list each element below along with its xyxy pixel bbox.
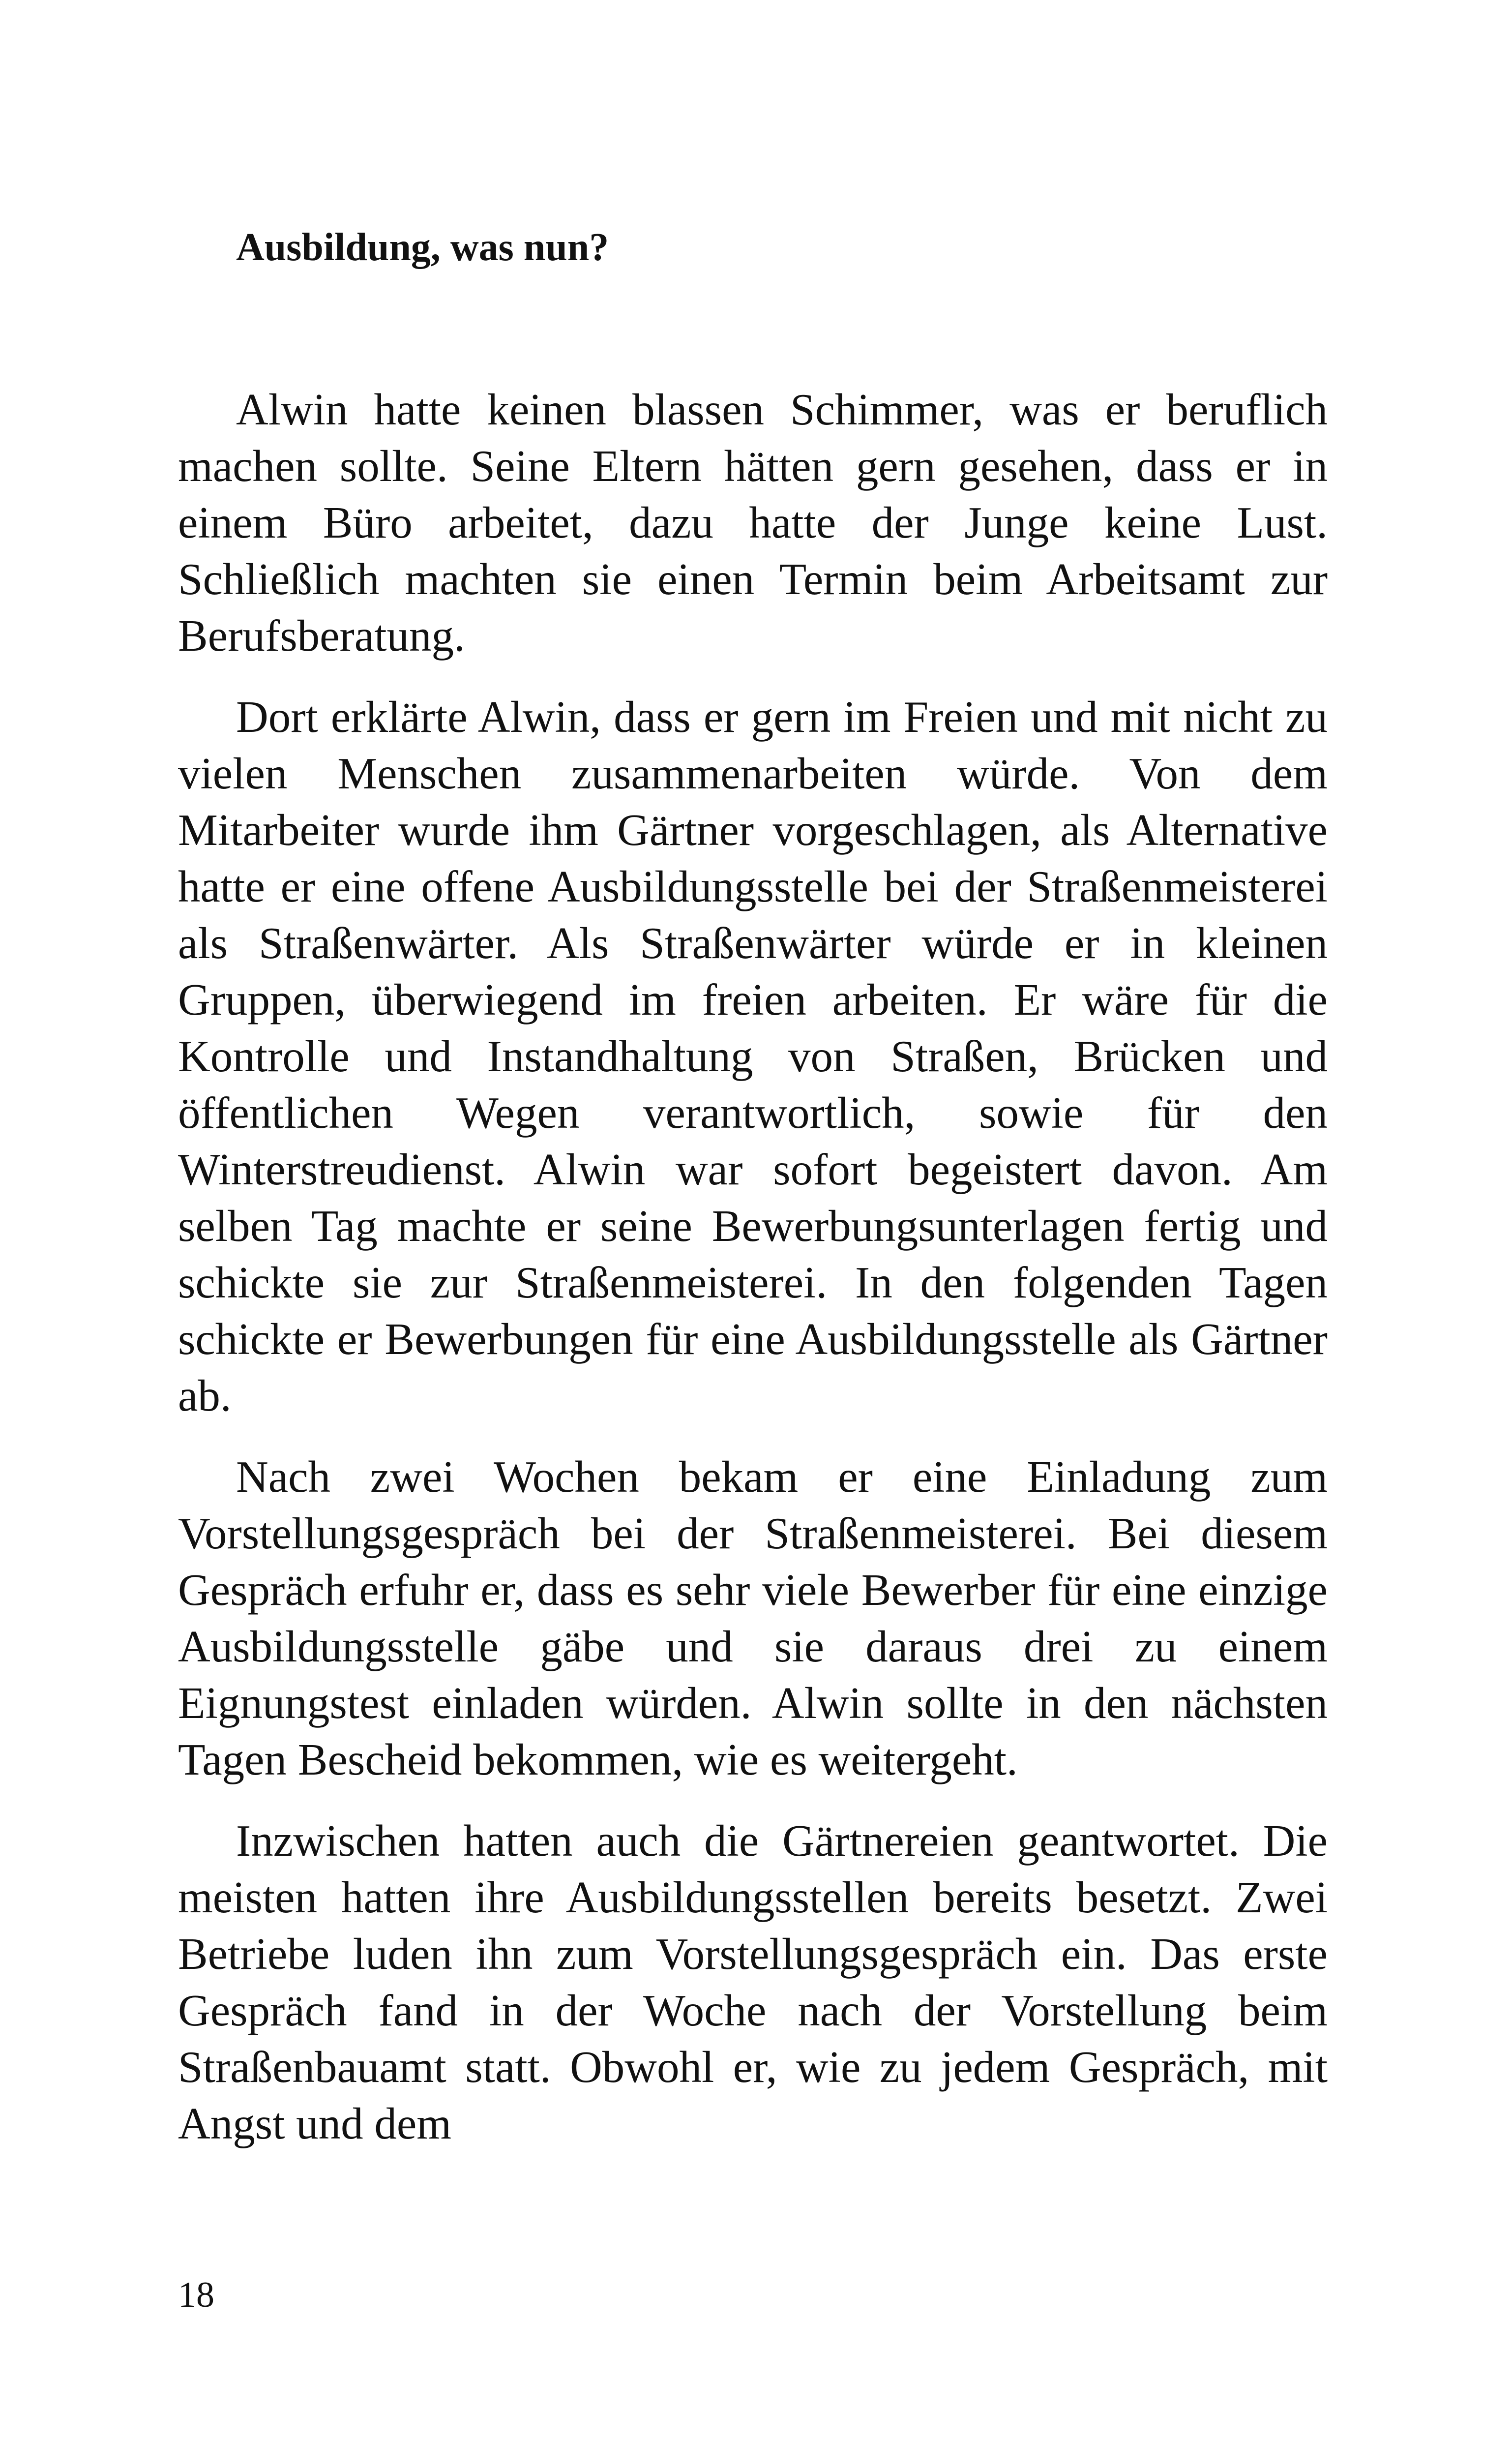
body-text [178,381,1328,2152]
paragraph-3: Nach zwei Wochen bekam er eine Einladung zum Vorstellungsgespräch bei der Straßenmeisterei. Bei diesem Gespräch erfuhr er, dass es sehr viele Bewerber für eine einzige Ausbildungsstelle gäbe und sie daraus drei zu einem Eignungstest einladen würden. Alwin sollte in den nächsten Tagen Bescheid bekommen, wie es weitergeht. [178,1452,1328,1784]
paragraph-2: Dort erklärte Alwin, dass er gern im Freien und mit nicht zu vielen Menschen zusammenarbeiten würde. Von dem Mitarbeiter wurde ihm Gärtner vorgeschlagen, als Alternative hatte er eine offene Ausbildungsstelle bei der Straßenmeisterei als Straßenwärter. Als Straßenwärter würde er in kleinen Gruppen, überwiegend im freien arbeiten. Er wäre für die Kontrolle und Instandhaltung von Straßen, Brücken und öffentlichen Wegen verantwortlich, sowie für den Winterstreudienst. Alwin war sofort begeistert davon. Am selben Tag machte er seine Bewerbungsunterlagen fertig und schickte sie zur Straßenmeisterei. In den folgenden Tagen schickte er Bewerbungen für eine Ausbildungsstelle als Gärtner ab. [178,692,1328,1420]
chapter-heading: Ausbildung, was nun? [236,226,609,269]
paragraph-1: Alwin hatte keinen blassen Schimmer, was er beruflich machen sollte. Seine Eltern hätten gern gesehen, dass er in einem Büro arbeitet, dazu hatte der Junge keine Lust. Schließlich machten sie einen Termin beim Arbeitsamt zur Berufsberatung. [178,385,1328,661]
paragraph-4: Inzwischen hatten auch die Gärtnereien geantwortet. Die meisten hatten ihre Ausbildungsstellen bereits besetzt. Zwei Betriebe luden ihn zum Vorstellungsgespräch ein. Das erste Gespräch fand in der Woche nach der Vorstellung beim Straßenbauamt statt. Obwohl er, wie zu jedem Gespräch, mit Angst und dem [178,1816,1328,2148]
page-number: 18 [178,2275,214,2315]
